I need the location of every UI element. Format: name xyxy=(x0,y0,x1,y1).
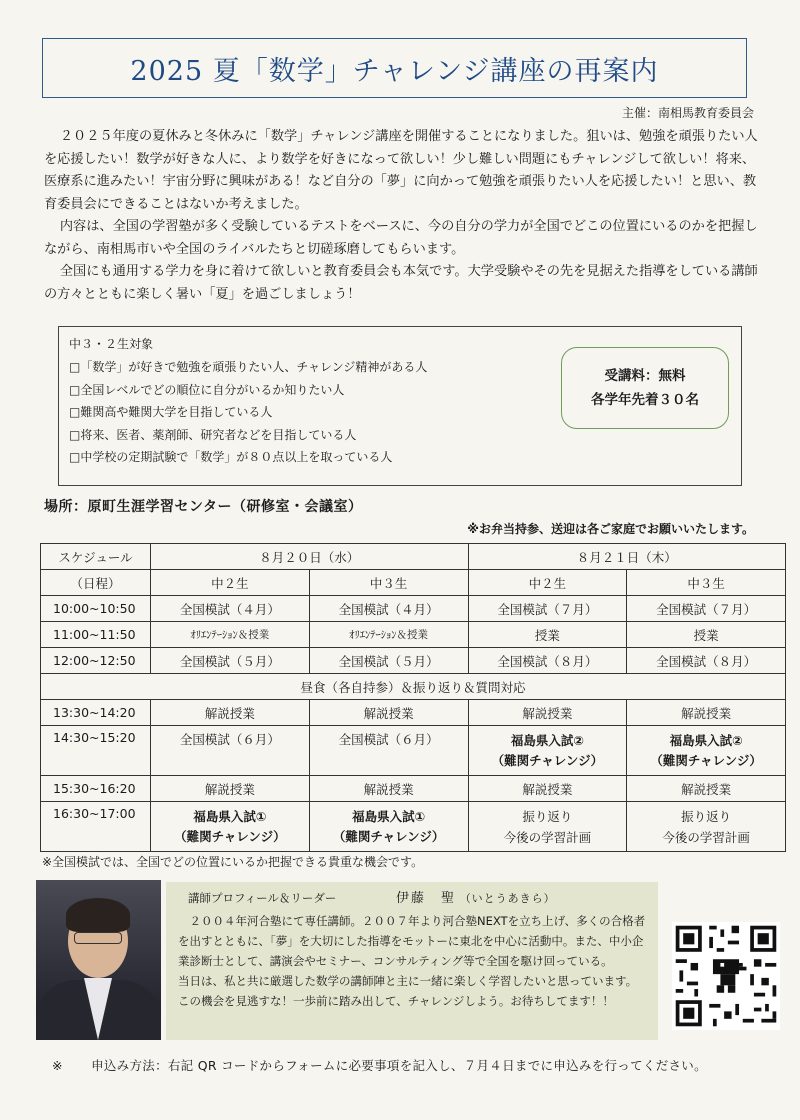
plan-text: 今後の学習計画 xyxy=(662,829,750,845)
qr-code-icon[interactable] xyxy=(672,922,780,1030)
venue: 場所：原町生涯学習センター（研修室・会議室） xyxy=(44,499,363,515)
day1-header: ８月２０日（水） xyxy=(151,544,469,570)
target-box xyxy=(58,326,742,486)
table-row xyxy=(41,596,786,622)
time-cell: 14:30~15:20 xyxy=(41,726,151,776)
exam-title: 福島県入試① xyxy=(193,808,267,824)
exam-title: 福島県入試① xyxy=(352,808,426,824)
session-cell: 解説授業 xyxy=(468,776,627,802)
exam-cell xyxy=(468,726,627,776)
intro-text xyxy=(44,126,759,306)
intro-paragraph-3: 全国にも通用する学力を身に着けて欲しいと教育委員会も本気です。大学受験やその先を見据えた指導をしている講師の方々とともに楽しく暑い「夏」を過ごしましょう！ xyxy=(44,264,758,302)
review-text: 振り返り xyxy=(681,808,732,824)
target-item: □「数学」が好きで勉強を頑張りたい人、チャレンジ精神がある人 xyxy=(69,360,428,374)
schedule-corner-label: スケジュール xyxy=(41,544,151,570)
session-cell: 解説授業 xyxy=(627,776,786,802)
table-row xyxy=(41,700,786,726)
session-cell: 解説授業 xyxy=(627,700,786,726)
exam-cell xyxy=(309,802,468,852)
table-row xyxy=(41,776,786,802)
title-box xyxy=(42,38,747,98)
review-cell xyxy=(468,802,627,852)
schedule-corner-sub: （日程） xyxy=(41,570,151,596)
table-row xyxy=(41,648,786,674)
time-cell: 15:30~16:20 xyxy=(41,776,151,802)
time-cell: 10:00~10:50 xyxy=(41,596,151,622)
session-cell: 解説授業 xyxy=(309,700,468,726)
exam-subtitle: （難関チャレンジ） xyxy=(650,752,762,768)
time-cell: 11:00~11:50 xyxy=(41,622,151,648)
plan-text: 今後の学習計画 xyxy=(503,829,592,845)
capacity-text: 各学年先着３０名 xyxy=(591,392,699,408)
session-cell: 授業 xyxy=(627,622,786,648)
session-cell: 解説授業 xyxy=(468,700,627,726)
grade-header: 中２生 xyxy=(151,570,310,596)
session-cell: 全国模試（６月） xyxy=(309,726,468,776)
profile-paragraph: この機会を見逃すな！一歩前に踏み出して、チャレンジしよう。お待ちしてます！！ xyxy=(178,994,614,1008)
profile-heading-row xyxy=(188,888,646,909)
apply-text: 申込み方法：右記 QR コードからフォームに必要事項を記入し、７月４日までに申込みを行ってください。 xyxy=(91,1058,707,1073)
profile-body xyxy=(178,911,646,1011)
lunch-cell: 昼食（各自持参）＆振り返り＆質問対応 xyxy=(41,674,786,700)
profile-paragraph: 当日は、私と共に厳選した数学の講師陣と主に一緒に楽しく学習したいと思っています。 xyxy=(178,974,638,988)
time-cell: 16:30~17:00 xyxy=(41,802,151,852)
profile-paragraph: ２００４年河合塾にて専任講師。２００７年より河合塾NEXTを立ち上げ、多くの合格者を出すとともに、「夢」を大切にした指導をモットーに東北を中心に活動中。また、中小企業診断士として、講演会やセミナー、コンサルティング等で全国を駆け回っている。 xyxy=(178,914,646,968)
profile-heading: 講師プロフィール＆リーダー xyxy=(188,891,337,905)
target-item: □全国レベルでどの順位に自分がいるか知りたい人 xyxy=(69,382,345,397)
session-cell: 解説授業 xyxy=(309,776,468,802)
session-cell: 全国模試（７月） xyxy=(627,596,786,622)
exam-cell xyxy=(627,726,786,776)
target-heading: 中３・２生対象 xyxy=(69,337,154,351)
fee-text: 受講料：無料 xyxy=(604,368,686,384)
apply-mark: ※ xyxy=(52,1058,63,1073)
time-cell: 13:30~14:20 xyxy=(41,700,151,726)
page-title: 2025 夏「数学」チャレンジ講座の再案内 xyxy=(130,55,659,87)
intro-paragraph-1: ２０２５年度の夏休みと冬休みに「数学」チャレンジ講座を開催することになりました。狙いは、勉強を頑張りたい人を応援したい！数学が好きな人に、より数学を好きになって欲しい！少し難しい問題にもチャレンジして欲しい！将来、医療系に進みたい！宇宙分野に興味がある！など自分の「夢」に向かって勉強を頑張りたい人を応援したい！と思い、教育委員会にできることはないか考えました。 xyxy=(44,129,758,212)
session-cell: ｵﾘｴﾝﾃｰｼｮﾝ＆授業 xyxy=(151,622,310,648)
exam-title: 福島県入試② xyxy=(510,732,584,748)
exam-subtitle: （難関チャレンジ） xyxy=(332,828,445,844)
instructor-photo xyxy=(36,880,161,1040)
exam-subtitle: （難関チャレンジ） xyxy=(491,752,604,768)
session-cell: 全国模試（８月） xyxy=(468,648,627,674)
session-cell: 全国模試（５月） xyxy=(309,648,468,674)
grade-header: 中２生 xyxy=(468,570,627,596)
table-row xyxy=(41,622,786,648)
schedule-table xyxy=(40,543,786,852)
session-cell: 全国模試（８月） xyxy=(627,648,786,674)
session-cell: 授業 xyxy=(468,622,627,648)
table-row xyxy=(41,802,786,852)
exam-title: 福島県入試② xyxy=(669,732,743,748)
fee-badge xyxy=(561,347,729,429)
target-item: □中学校の定期試験で「数学」が８０点以上を取っている人 xyxy=(69,450,393,464)
profile-box xyxy=(166,882,658,1040)
time-cell: 12:00~12:50 xyxy=(41,648,151,674)
application-method xyxy=(52,1056,707,1074)
lunch-row xyxy=(41,674,786,700)
session-cell: 全国模試（４月） xyxy=(151,596,310,622)
review-cell xyxy=(627,802,786,852)
session-cell: 解説授業 xyxy=(151,700,310,726)
exam-subtitle: （難関チャレンジ） xyxy=(174,828,286,844)
session-cell: 全国模試（４月） xyxy=(309,596,468,622)
table-row xyxy=(41,726,786,776)
session-cell: 全国模試（５月） xyxy=(151,648,310,674)
host-organizer: 主催：南相馬教育委員会 xyxy=(621,106,754,120)
bento-note: ※お弁当持参、送迎は各ご家庭でお願いいたします。 xyxy=(467,522,754,536)
instructor-name: 伊藤 聖 xyxy=(396,891,457,906)
target-item: □将来、医者、薬剤師、研究者などを目指している人 xyxy=(69,427,357,442)
session-cell: 全国模試（６月） xyxy=(151,726,310,776)
day2-header: ８月２１日（木） xyxy=(468,544,786,570)
intro-paragraph-2: 内容は、全国の学習塾が多く受験しているテストをベースに、今の自分の学力が全国でどこの位置にいるのかを把握しながら、南相馬市いや全国のライバルたちと切磋琢磨してもらいます。 xyxy=(44,219,758,257)
instructor-reading: （いとうあきら） xyxy=(459,892,556,905)
exam-cell xyxy=(151,802,310,852)
target-item: □難関高や難関大学を目指している人 xyxy=(69,405,273,419)
footnote: ※全国模試では、全国でどの位置にいるか把握できる貴重な機会です。 xyxy=(42,855,424,869)
review-text: 振り返り xyxy=(522,808,573,824)
grade-header: 中３生 xyxy=(627,570,786,596)
grade-header: 中３生 xyxy=(309,570,468,596)
session-cell: 解説授業 xyxy=(151,776,310,802)
session-cell: ｵﾘｴﾝﾃｰｼｮﾝ＆授業 xyxy=(309,622,468,648)
session-cell: 全国模試（７月） xyxy=(468,596,627,622)
